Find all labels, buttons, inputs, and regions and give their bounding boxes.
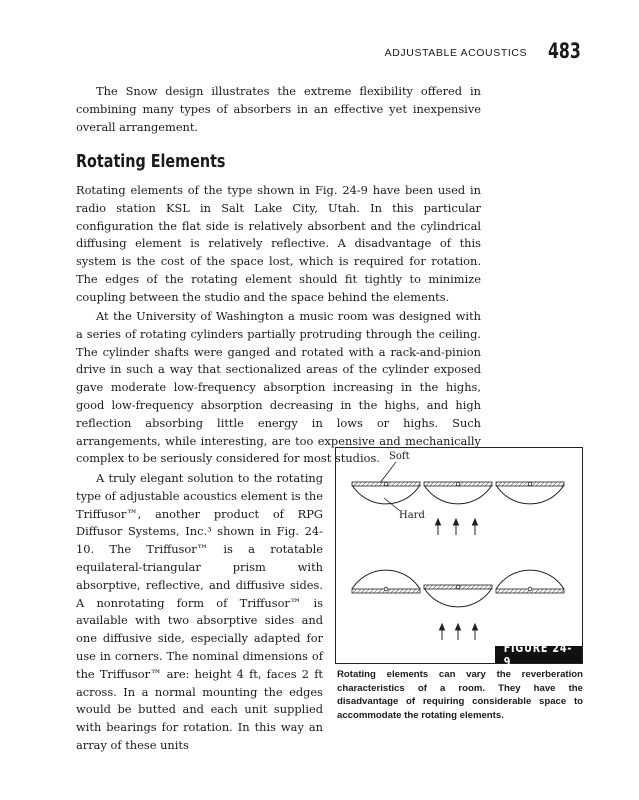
sound-arrows-bottom <box>440 624 478 640</box>
paragraph-triffusor: A truly elegant solution to the rotating type of adjustable acoustics element is the Triffusor™, another product of RPG Diffusor Systems, Inc.³ shown in Fig. 24-10. The Triffusor™ is a rotatable equilateral-triangular prism with absorptive, reflective, and diffusive sides. A nonrotating form of Triffusor™ is available with two absorptive sides and one diffusive side, especially adapted for use in corners. The nominal dimensions of the Triffusor™ are: height 4 ft, faces 2 ft across. In a normal mounting the edges would be butted and each unit supplied with bearings for rotation. In this way an array of these units <box>76 471 323 752</box>
paragraph-university-washington: At the University of Washington a music room was designed with a series of rotating cylinders partially protruding through the ceiling. The cylinder shafts were ganged and rotated with a rack-and-pinion drive in such a way that sectionalized areas of the cylinder exposed gave moderate low-frequency absorption increasing in the highs, good low-frequency absorption decreasing in the highs, and high reflection absorbing little energy in lows or highs. Such arrangements, while interesting, are too expensive and mechanically complex to be seriously considered for most studios. <box>76 309 481 466</box>
label-hard: Hard <box>399 510 425 521</box>
rotating-element-top-3 <box>496 482 564 504</box>
rotating-element-top-2 <box>424 482 492 504</box>
page-number: 483 <box>548 39 581 63</box>
rotating-element-bottom-3 <box>496 570 564 593</box>
label-soft: Soft <box>389 451 410 462</box>
paragraph-snow-design: The Snow design illustrates the extreme flexibility offered in combining many types of absorbers in an effective yet inexpensive overall arrangement. <box>76 84 481 134</box>
section-heading: Rotating Elements <box>76 152 226 172</box>
figure-number: FIGURE 24-9 <box>503 640 573 669</box>
soft-leader-line <box>380 462 396 483</box>
running-head: ADJUSTABLE ACOUSTICS <box>384 47 528 59</box>
sound-arrows-top <box>436 519 478 535</box>
figure-24-9 <box>335 447 583 669</box>
rotating-element-bottom-1 <box>352 570 420 593</box>
rotating-elements-diagram <box>336 448 582 663</box>
rotating-element-top-1 <box>352 482 420 504</box>
hard-leader-line <box>384 498 400 511</box>
figure-number-tag <box>495 640 582 669</box>
paragraph-rotating-elements: Rotating elements of the type shown in Fig. 24-9 have been used in radio station KSL in Salt Lake City, Utah. In this particular configuration the flat side is relatively absorbent and the cylindrical diffusing element is relatively reflective. A disadvantage of this system is the cost of the space lost, which is required for rotation. The edges of the rotating element should fit tightly to minimize coupling between the studio and the space behind the elements. <box>76 183 481 304</box>
figure-caption: Rotating elements can vary the reverberation characteristics of a room. They have the disadvantage of requiring considerable space to accommodate the rotating elements. <box>337 669 583 721</box>
page-header <box>385 40 581 62</box>
rotating-element-bottom-2 <box>424 585 492 607</box>
